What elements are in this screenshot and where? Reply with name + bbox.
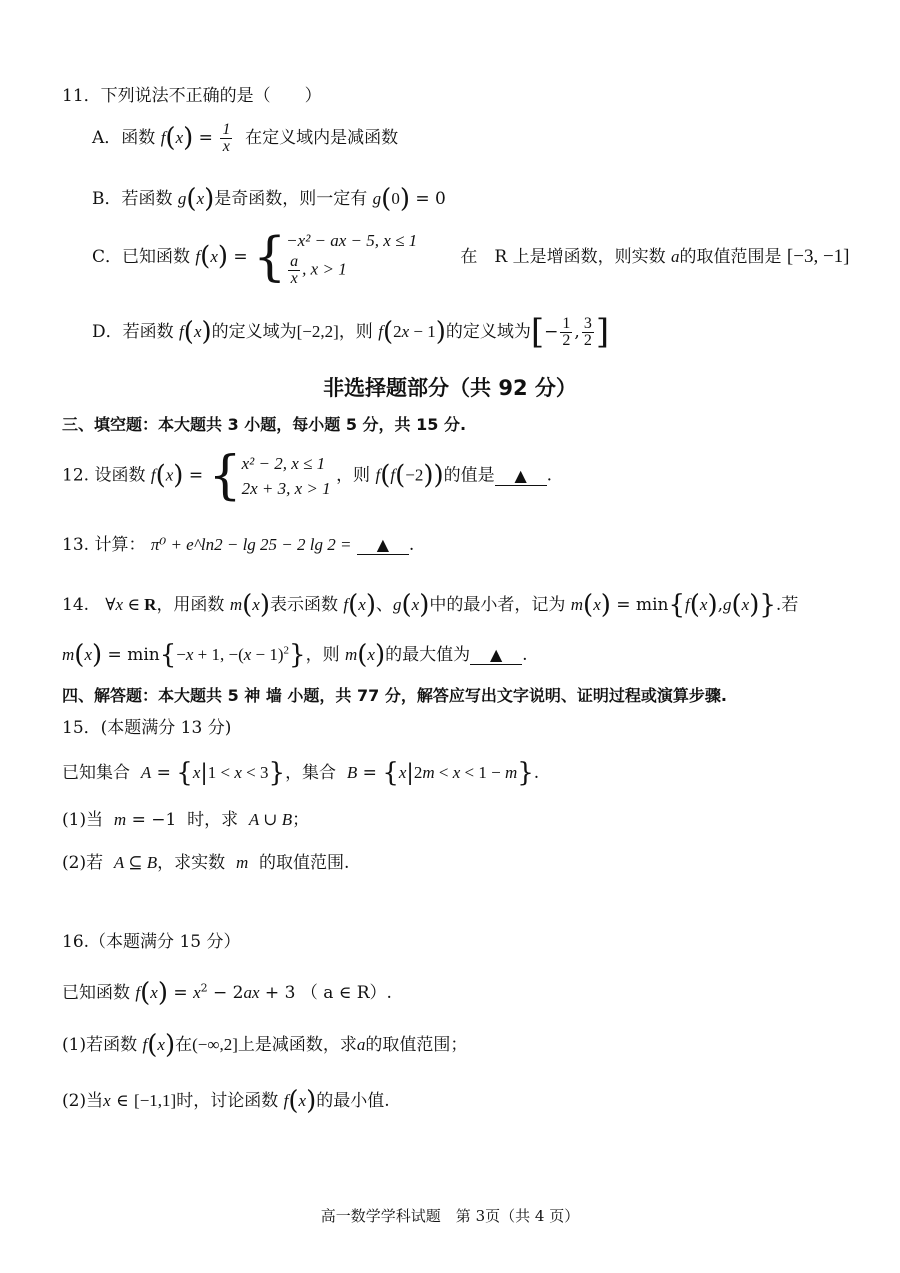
q11-stem: 11．下列说法不正确的是（ ） xyxy=(62,86,322,106)
q12-answer-blank: ▲ xyxy=(495,466,547,486)
q15-sets: 已知集合 A = {x|1 < x < 3}，集合 B = {x|2m < x < 1 − m}. xyxy=(62,758,540,788)
q15-part-1: (1)当 m = −1 时，求 A ∪ B； xyxy=(62,810,310,830)
q13: 13. 计算： π⁰ + e^ln2 − lg 25 − 2 lg 2 = ▲ . xyxy=(62,535,415,555)
q14-answer-blank: ▲ xyxy=(470,645,522,665)
q15-part-2: (2)若 A ⊆ B，求实数 m 的取值范围. xyxy=(62,853,350,873)
q14-line-2: m(x) = min{−x + 1, $-(x - 1)^2$}，则 m(x)的最大值为 ▲ . xyxy=(62,640,528,670)
q11-option-b: B．若函数 g(x)是奇函数，则一定有 g(0) = 0 xyxy=(92,184,446,214)
q16-part-1: (1)若函数 f(x)在(−∞,2]上是减函数，求a的取值范围； xyxy=(62,1030,468,1060)
q11-option-d: D．若函数 f(x)的定义域为[−2,2]，则 f(2x − 1)的定义域为[− $\frac{1}{2}$ , $\frac{3}{2}$ ] xyxy=(92,312,610,352)
q16-function: 已知函数 $f(x) = x^2 - 2ax + 3$ （ a ∈ R）. xyxy=(62,978,392,1008)
section-4-header: 四、解答题：本大题共 5 神 墙 小题，共 77 分，解答应写出文字说明、证明过程或演算步骤. xyxy=(62,686,727,705)
q16-part-2: (2)当x ∈ [−1,1]时，讨论函数 f(x)的最小值. xyxy=(62,1086,390,1116)
q12: 12. 设函数 f(x) = { x² − 2, x ≤ 1 2x + 3, x > 1 ，则 f(f(−2))的值是 ▲ . xyxy=(62,446,553,506)
q15-head: 15．(本题满分 13 分) xyxy=(62,718,232,738)
q11-option-a: A．函数 f(x) = $\frac{1}{x}$ 在定义域内是减函数 xyxy=(92,121,399,155)
page-footer: 高一数学学科试题 第 3页（共 4 页） xyxy=(320,1207,580,1225)
q13-answer-blank: ▲ xyxy=(357,535,409,555)
section-3-header: 三、填空题：本大题共 3 小题，每小题 5 分，共 15 分. xyxy=(62,415,467,434)
section-title: 非选择题部分（共 92 分） xyxy=(323,376,577,400)
q11-option-c: C．已知函数 f(x) = { −x² − ax − 5, x ≤ 1 $\frac{a}{x}$ , x > 1 在 R 上是增函数，则实数 a的取值范围是 [−3, −1] xyxy=(92,227,850,288)
q16-head: 16.（本题满分 15 分） xyxy=(62,932,241,952)
q14-line-1: 14. ∀x ∈ R，用函数 m(x)表示函数 f(x)、g(x)中的最小者，记为 m(x) = min{f(x),g(x)}.若 xyxy=(62,590,799,620)
